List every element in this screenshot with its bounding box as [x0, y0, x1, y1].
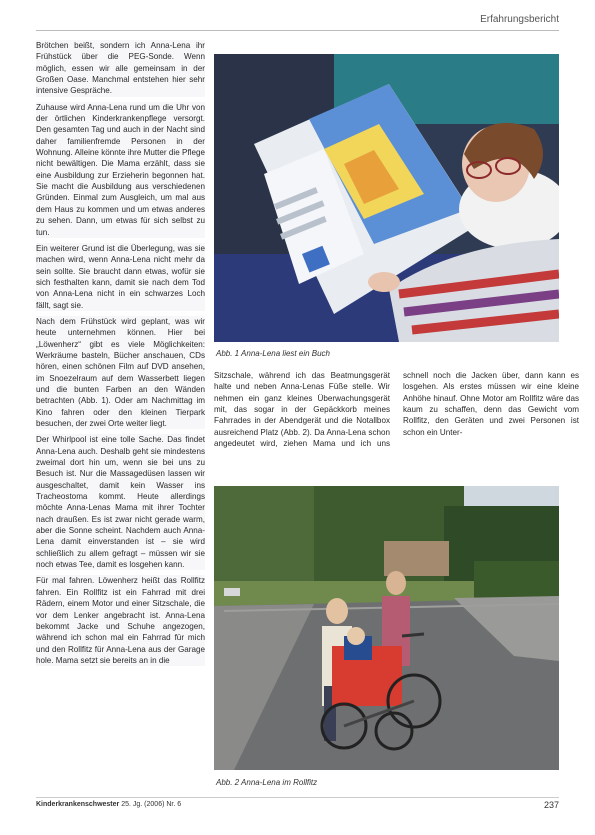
body-paragraph: Für mal fahren. Löwenherz heißt das Rollfitz fahren. Ein Rollfitz ist ein Fahrrad mit drei Rädern, einem Motor und einer Sitzschale, die vor dem Lenker angebracht ist. Anna-Lena bekommt Jacke und Schuhe angezogen, während ich schon mal ein Fahrrad für mich und den Rollfitz für Anna-Lena aus der Garage hole. Mama setzt sie bereits an in die	[36, 576, 205, 665]
body-paragraph: Zuhause wird Anna-Lena rund um die Uhr von der örtlichen Kinderkrankenpflege versorgt. Den gesamten Tag und auch in der Nacht sind daher familienfremde Personen in der Wohnung. Alleine könnte ihre Mutter die Pflege nicht bewältigen. Die Mama erzählt, dass sie eine Ausbildung zur Erzieherin begonnen hat. Sie macht die Ausbildung aus verschiedenen Gründen. Einmal zum Ausgleich, um mal aus dem Haus zu kommen und um etwas anderes zu sehen. Dann, um etwas für sich selbst zu tun.	[36, 102, 205, 237]
footer-divider	[36, 797, 559, 798]
middle-text-columns	[214, 370, 579, 485]
photo-caption: Abb. 2 Anna-Lena im Rollfitz	[216, 778, 318, 787]
body-paragraph: Nach dem Frühstück wird geplant, was wir heute unternehmen können. Hier bei „Löwenherz“ gibt es viele Möglichkeiten: Werkräume basteln, Bücher anschauen, CDs hören, einen schönen Film auf DVD ansehen, im Snoezelraum auf dem Wasserbett liegen und die bunten Farben an den Wänden betrachten (Abb. 1). Oder am Nachmittag im Kino fahren oder den kleinen Tierpark besuchen, der zwei Orte weiter liegt.	[36, 316, 205, 428]
journal-issue: 25. Jg. (2006) Nr. 6	[121, 801, 182, 808]
journal-name: Kinderkrankenschwester	[36, 801, 120, 808]
body-paragraph: Sitzschale, während ich das Beatmungsgerät halte und neben Anna-Lenas Füße stelle. Wir nehmen ein ganz kleines Überwachungsgerät mit, das sogar in der Gepäckkorb meines Fahrrades in der Abendgerät und die Notallbox ausreichend Platz (Abb. 2). Da Anna-Lena schon angedeutet wird, ziehen Mama und ich uns schnell noch die Jacken über, dann kann es losgehen. Als erstes müssen wir eine kleine Anhöhe hinauf. Ohne Motor am Rollfitz wäre das kaum zu schaffen, denn das Gewicht vom Rollfitz, den Geräten und zwei Personen ist schon ein Unter-	[214, 371, 579, 449]
body-paragraph: Der Whirlpool ist eine tolle Sache. Das findet Anna-Lena auch. Deshalb geht sie mindestens zweimal dort hin um, wenn sie bei uns zu Besuch ist. Nur die Massagedüsen lassen wir ausgeschaltet, damit kein Wasser ins Tracheostoma kommt. Heute allerdings möchte Anna-Lenas Mama mit ihrer Tochter nach draußen. Es ist zwar nicht gerade warm, aber die Sonne scheint. Nachdem auch Anna-Lena damit einverstanden ist – sie wird schließlich zu allem gefragt – müssen wir sie noch etwas Tee, damit es losgehen kann.	[36, 435, 205, 570]
left-text-column	[36, 40, 205, 810]
body-paragraph: Brötchen beißt, sondern ich Anna-Lena ihr Frühstück über die PEG-Sonde. Wenn möglich, essen wir alle gemeinsam in der Großen Oase. Manchmal entstehen hier sehr intensive Gespräche.	[36, 41, 205, 96]
header-divider	[36, 30, 559, 31]
section-label: Erfahrungsbericht	[480, 14, 559, 25]
photo-caption: Abb. 1 Anna-Lena liest ein Buch	[216, 349, 331, 358]
photo-child-reading	[214, 54, 559, 342]
journal-footer	[36, 801, 181, 808]
photo-rollfitz-street	[214, 486, 559, 770]
body-paragraph: Ein weiterer Grund ist die Überlegung, was sie machen wird, wenn Anna-Lena nicht mehr da sein sollte. Sie braucht dann etwas, wofür sie sich festhalten kann, damit sie nach dem Tod von Anna-Lena nicht in ein schwarzes Loch fällt, sagt sie.	[36, 243, 205, 310]
page-number: 237	[543, 800, 559, 810]
